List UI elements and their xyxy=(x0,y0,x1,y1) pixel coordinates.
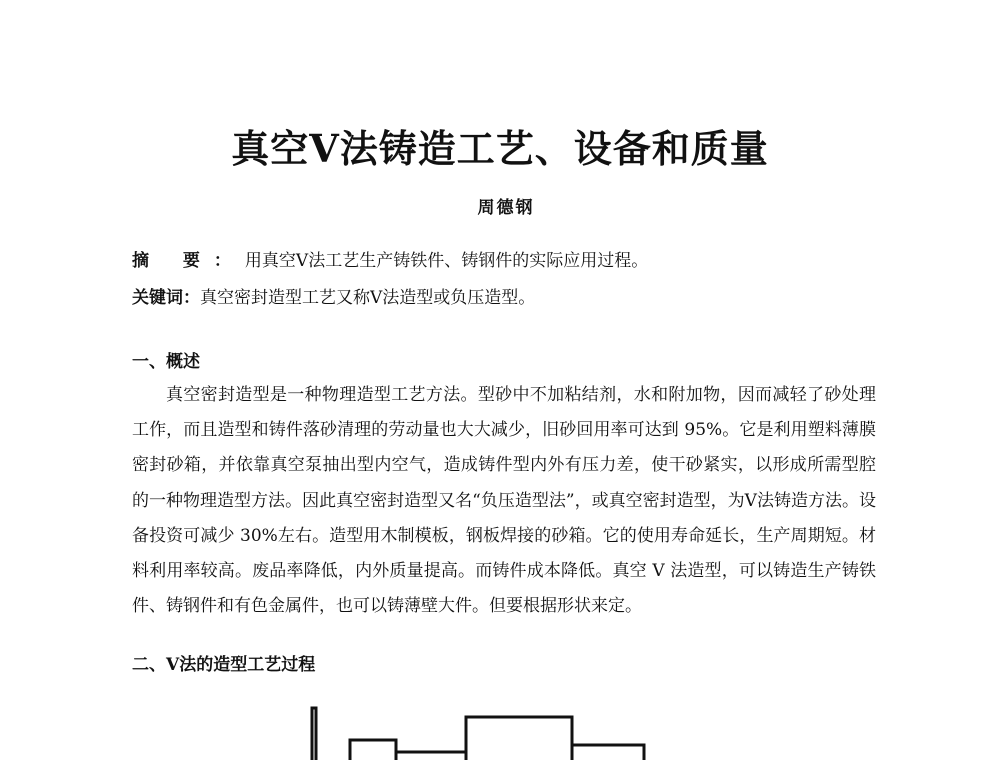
section-heading-overview: 一、概述 xyxy=(132,352,200,372)
author-name: 周德钢 xyxy=(477,198,535,218)
abstract-label: 摘 要： xyxy=(132,251,245,271)
figure-right-flask xyxy=(572,745,644,760)
keywords-label: 关键词： xyxy=(132,288,200,308)
keywords-text: 真空密封造型工艺又称V法造型或负压造型。 xyxy=(200,288,536,308)
section-body-overview: 真空密封造型是一种物理造型工艺方法。型砂中不加粘结剂，水和附加物，因而减轻了砂处理工作，而且造型和铸件落砂清理的劳动量也大大减少，旧砂回用率可达到 95%。它是利用塑料薄膜密封砂箱，并依靠真空泵抽出型内空气，造成铸件型内外有压力差，使干砂紧实，以形成所需型腔的一种物理造型方法。因此真空密封造型又名“负压造型法”，或真空密封造型，为V法铸造方法。设备投资可减少 30%左右。造型用木制模板，钢板焊接的砂箱。它的使用寿命延长，生产周期短。材料利用率较高。废品率降低，内外质量提高。而铸件成本降低。真空 V 法造型，可以铸造生产铸铁件、铸钢件和有色金属件，也可以铸薄壁大件。但要根据形状来定。 xyxy=(132,385,876,617)
molding-process-figure xyxy=(300,700,660,760)
figure-left-flask xyxy=(350,740,396,760)
keywords xyxy=(132,283,535,308)
abstract-text: 用真空V法工艺生产铸铁件、铸钢件的实际应用过程。 xyxy=(244,251,649,271)
figure-center-flask xyxy=(466,717,572,760)
abstract xyxy=(132,246,648,271)
paper-title: 真空V法铸造工艺、设备和质量 xyxy=(231,126,769,171)
section-heading-process: 二、V法的造型工艺过程 xyxy=(132,655,316,675)
figure-left-post xyxy=(312,708,316,760)
